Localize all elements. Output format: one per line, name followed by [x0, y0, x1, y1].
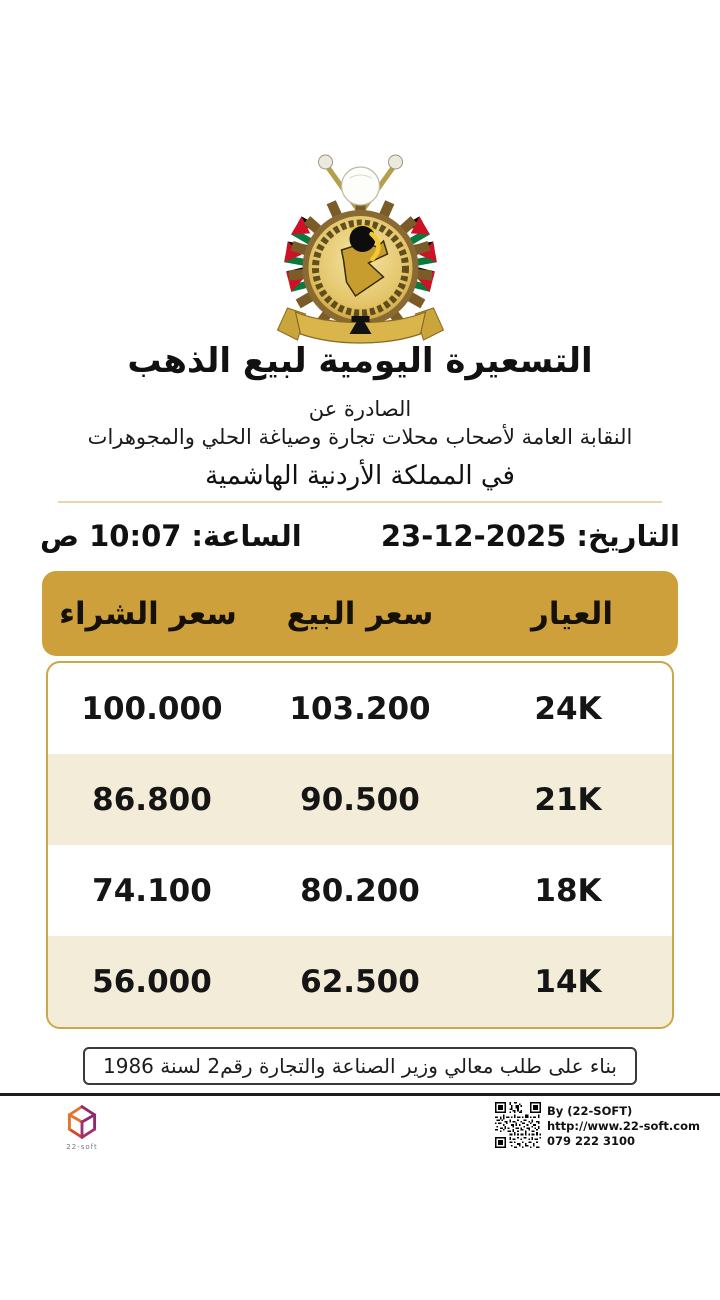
brand-caption: 22-soft — [66, 1143, 98, 1151]
syndicate-emblem-icon — [263, 146, 458, 351]
footer — [0, 1096, 720, 1151]
table-row-14k — [48, 936, 672, 1027]
software-credit: By (22-SOFT) — [546, 1104, 633, 1118]
karat-value: 21K — [534, 781, 602, 818]
date-value: 23-12-2025 — [380, 519, 567, 553]
issued-by-label: الصادرة عن — [308, 397, 412, 421]
issuer-name: النقابة العامة لأصحاب محلات تجارة وصياغة الحلي والمجوهرات — [87, 425, 633, 449]
table-row-24k — [48, 663, 672, 754]
software-brand — [58, 1102, 106, 1151]
buy-price: 56.000 — [92, 963, 212, 1000]
time-value: 10:07 ص — [40, 519, 182, 553]
buy-price: 74.100 — [92, 872, 212, 909]
time-label: الساعة: — [191, 519, 302, 553]
qr-code-icon — [495, 1102, 541, 1148]
date-field — [381, 519, 680, 553]
datetime-row — [0, 519, 720, 553]
karat-value: 14K — [534, 963, 602, 1000]
sell-price: 90.500 — [300, 781, 420, 818]
heading-divider — [58, 501, 662, 503]
date-label: التاريخ: — [576, 519, 680, 553]
sell-price: 62.500 — [300, 963, 420, 1000]
karat-value: 24K — [534, 690, 602, 727]
column-header-karat: العيار — [531, 595, 613, 632]
software-phone: 079 222 3100 — [546, 1134, 636, 1148]
table-header — [42, 571, 678, 656]
buy-price: 86.800 — [92, 781, 212, 818]
software-website: http://www.22-soft.com — [546, 1119, 700, 1133]
sell-price: 103.200 — [289, 690, 431, 727]
column-header-sell: سعر البيع — [286, 595, 434, 632]
table-body — [46, 661, 674, 1029]
table-row-18k — [48, 845, 672, 936]
ministry-footnote: بناء على طلب معالي وزير الصناعة والتجارة رقم2 لسنة 1986 — [83, 1047, 637, 1085]
page-title: التسعيرة اليومية لبيع الذهب — [127, 341, 593, 381]
cube-logo-icon — [64, 1102, 100, 1142]
time-field — [40, 519, 302, 553]
column-header-buy: سعر الشراء — [59, 595, 237, 632]
table-row-21k — [48, 754, 672, 845]
buy-price: 100.000 — [81, 690, 223, 727]
gold-price-table — [0, 571, 720, 1029]
karat-value: 18K — [534, 872, 602, 909]
credit-block — [495, 1102, 700, 1149]
sell-price: 80.200 — [300, 872, 420, 909]
region-name: في المملكة الأردنية الهاشمية — [205, 461, 515, 491]
